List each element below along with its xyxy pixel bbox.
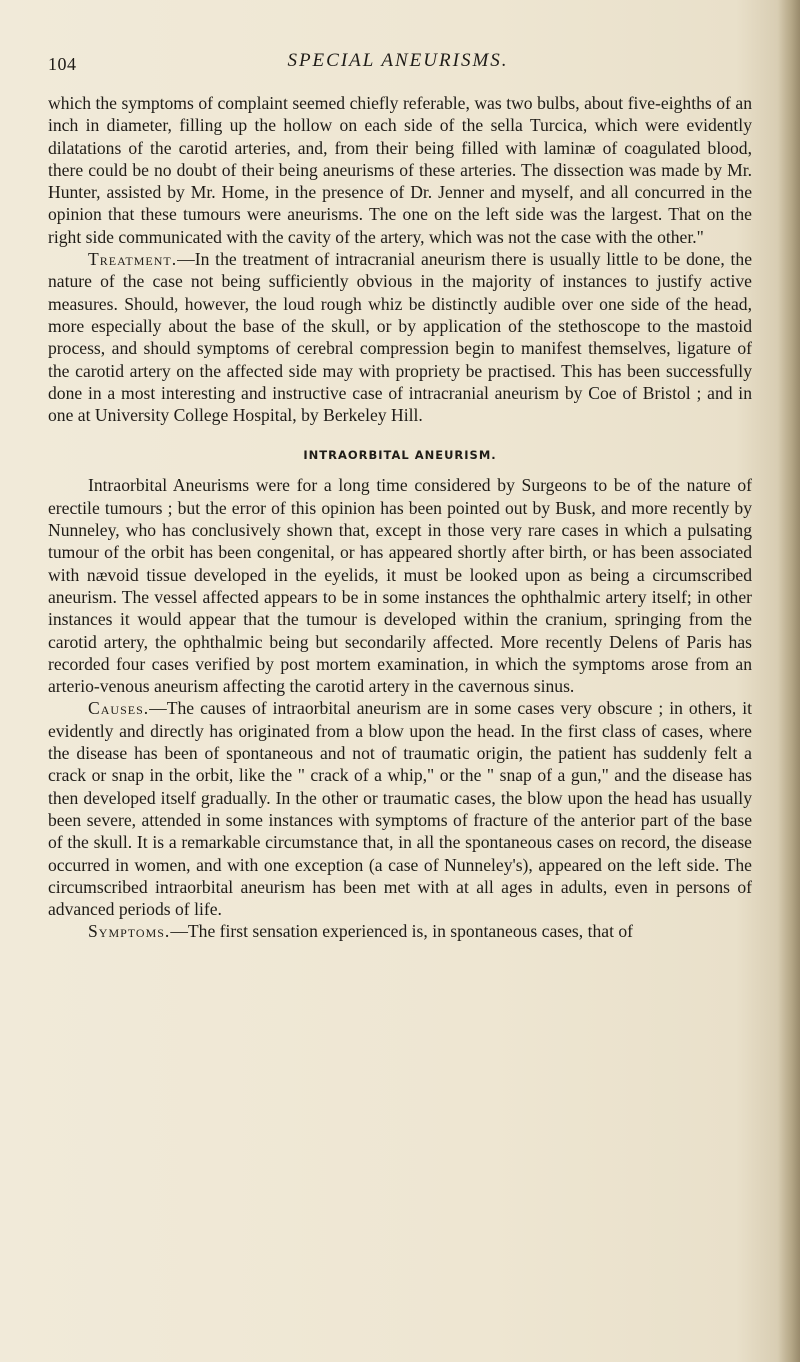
paragraph-text: —In the treatment of intracranial aneurism there is usually little to be done, the nature of the case not being sufficiently obvious in the majority of instances to justify active measures. Should, however, the loud rough whiz be distinctly audible over one side of the head, more especially about the base of the skull, or by application of the stethoscope to the mastoid process, and should symptoms of cerebral compression begin to manifest themselves, ligature of the carotid artery on the affected side may with propriety be practised. This has been successfully done in a most interesting and instructive case of intracranial aneurism by Coe of Bristol ; and in one at University College Hospital, by Berkeley Hill. bbox=[48, 249, 752, 426]
paragraph-text: —The first sensation experienced is, in spontaneous cases, that of bbox=[170, 921, 634, 942]
paragraph-intro bbox=[48, 474, 752, 697]
paragraph-lead: Treatment. bbox=[88, 249, 178, 270]
paragraph-lead: Symptoms. bbox=[88, 921, 171, 942]
paragraph-treatment bbox=[48, 248, 752, 426]
page-header bbox=[48, 50, 748, 80]
paragraph-continuation bbox=[48, 92, 752, 248]
page-body bbox=[48, 92, 752, 943]
page-gutter-shadow bbox=[778, 0, 800, 1362]
page-number: 104 bbox=[48, 54, 77, 74]
paragraph-lead: Causes. bbox=[88, 698, 150, 719]
paragraph-symptoms bbox=[48, 920, 752, 942]
paragraph-text: Intraorbital Aneurisms were for a long time considered by Surgeons to be of the nature of erectile tumours ; but the error of this opinion has been pointed out by Busk, and more recently by Nunneley, who has conclusively shown that, except in those very rare cases in which a pulsating tumour of the orbit has been congenital, or has appeared shortly after birth, or has been associated with nævoid tissue developed in the eyelids, it must be looked upon as being a circumscribed aneurism. The vessel affected appears to be in some instances the ophthalmic artery itself; in other instances it would appear that the tumour is developed within the cranium, springing from the carotid artery, the ophthalmic being but secondarily affected. More recently Delens of Paris has recorded four cases verified by post mortem examination, in which the symptoms arose from an arterio-venous aneurism affecting the carotid artery in the cavernous sinus. bbox=[48, 475, 752, 697]
paragraph-text: —The causes of intraorbital aneurism are in some cases very obscure ; in others, it evidently and directly has originated from a blow upon the head. In the first class of cases, where the disease has been of spontaneous and not of traumatic origin, the patient has suddenly felt a crack or snap in the orbit, like the " crack of a whip," or the " snap of a gun," and the disease has then developed itself gradually. In the other or traumatic cases, the blow upon the head has usually been severe, attended in some instances with symptoms of fracture of the anterior part of the base of the skull. It is a remarkable circumstance that, in all the spontaneous cases on record, the disease occurred in women, and with one exception (a case of Nunneley's), appeared on the left side. The circumscribed intraorbital aneurism has been met with at all ages in adults, even in persons of advanced periods of life. bbox=[48, 698, 752, 920]
paragraph-text: which the symptoms of complaint seemed chiefly referable, was two bulbs, about five-eighths of an inch in diameter, filling up the hollow on each side of the sella Turcica, which were evidently dilatations of the carotid arteries, and, from their being filled with laminæ of coagulated blood, there could be no doubt of their being aneurisms of these arteries. The dissection was made by Mr. Hunter, assisted by Mr. Home, in the presence of Dr. Jenner and myself, and all concurred in the opinion that these tumours were aneurisms. The one on the left side was the largest. That on the right side communicated with the cavity of the artery, which was not the case with the other." bbox=[48, 93, 752, 247]
paragraph-causes bbox=[48, 697, 752, 920]
running-title: SPECIAL ANEURISMS. bbox=[287, 50, 509, 71]
section-heading: INTRAORBITAL ANEURISM. bbox=[303, 448, 497, 463]
